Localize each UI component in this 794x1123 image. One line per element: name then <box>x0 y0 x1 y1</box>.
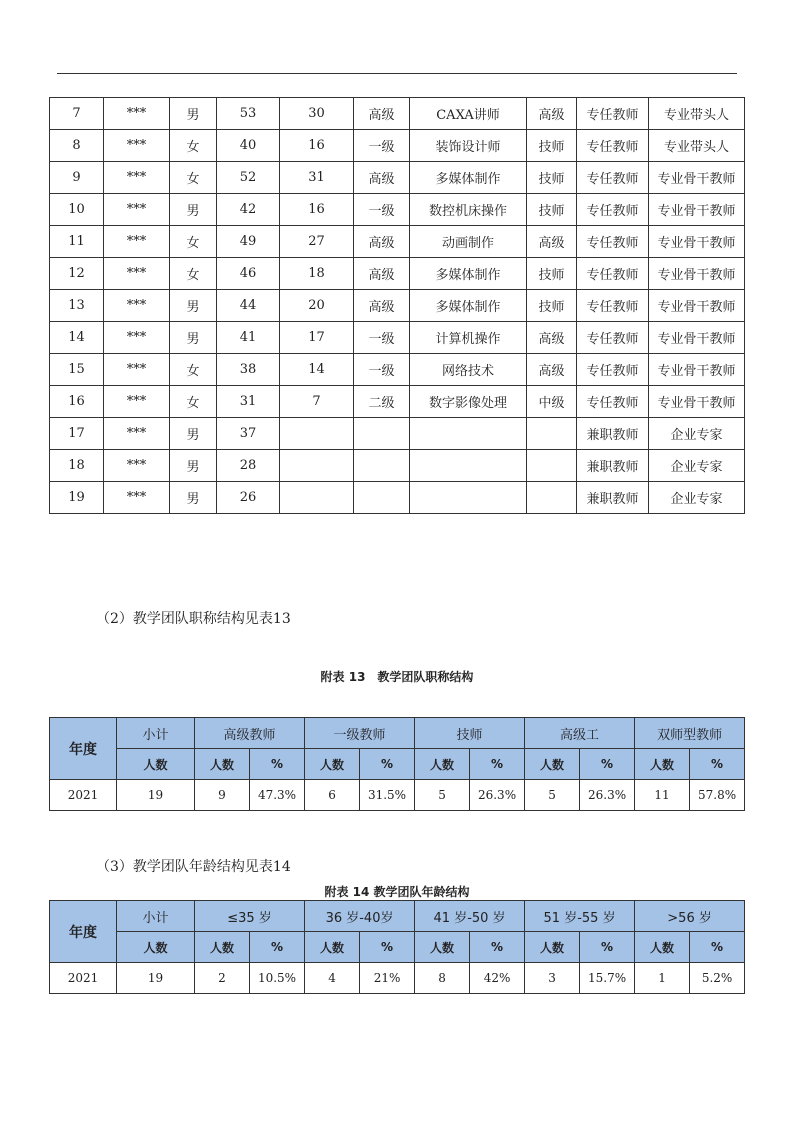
table-cell: *** <box>104 290 170 322</box>
table-cell: 多媒体制作 <box>410 258 527 290</box>
table-cell: 20 <box>280 290 354 322</box>
year-header: 年度 <box>50 718 117 780</box>
table-cell: 2 <box>195 963 250 994</box>
table-cell: 2021 <box>50 780 117 811</box>
table-cell <box>527 482 577 514</box>
table-cell: 一级 <box>354 194 410 226</box>
group-header: 高级工 <box>525 718 635 749</box>
group-header: 41 岁-50 岁 <box>415 901 525 932</box>
table-cell: 高级 <box>527 98 577 130</box>
table-cell: 多媒体制作 <box>410 290 527 322</box>
table-row <box>50 450 745 482</box>
table-cell: 49 <box>217 226 280 258</box>
table-cell: 兼职教师 <box>577 418 649 450</box>
percent-header: % <box>250 932 305 963</box>
table-cell: 高级 <box>354 98 410 130</box>
table-cell: 企业专家 <box>649 450 745 482</box>
table-cell: 53 <box>217 98 280 130</box>
table-cell: 专任教师 <box>577 194 649 226</box>
table-cell: 41 <box>217 322 280 354</box>
table-cell: 52 <box>217 162 280 194</box>
table-cell: *** <box>104 226 170 258</box>
table-cell: 9 <box>195 780 250 811</box>
table-cell: 男 <box>170 98 217 130</box>
table-cell: 19 <box>117 780 195 811</box>
table-cell: 16 <box>280 194 354 226</box>
table-cell: 男 <box>170 194 217 226</box>
count-header: 人数 <box>117 749 195 780</box>
table-cell: 多媒体制作 <box>410 162 527 194</box>
group-header: 一级教师 <box>305 718 415 749</box>
table-cell: 男 <box>170 290 217 322</box>
table-cell: *** <box>104 162 170 194</box>
table-cell: 4 <box>305 963 360 994</box>
percent-header: % <box>580 749 635 780</box>
table-cell: 一级 <box>354 322 410 354</box>
table-cell: 专业骨干教师 <box>649 290 745 322</box>
percent-header: % <box>250 749 305 780</box>
table-cell: 26 <box>217 482 280 514</box>
table-row <box>50 482 745 514</box>
percent-header: % <box>690 749 745 780</box>
table-cell: 11 <box>635 780 690 811</box>
section-3-heading: （3）教学团队年龄结构见表14 <box>96 859 291 875</box>
table-cell: 5 <box>525 780 580 811</box>
table-cell: 企业专家 <box>649 482 745 514</box>
table-row <box>50 194 745 226</box>
table-cell: 高级 <box>354 226 410 258</box>
count-header: 人数 <box>525 932 580 963</box>
table-cell: 专任教师 <box>577 354 649 386</box>
table-cell: 7 <box>280 386 354 418</box>
table-cell: 5 <box>415 780 470 811</box>
table-cell: 二级 <box>354 386 410 418</box>
table-cell: 专任教师 <box>577 290 649 322</box>
table-cell: 40 <box>217 130 280 162</box>
count-header: 人数 <box>635 932 690 963</box>
table-cell: 一级 <box>354 354 410 386</box>
table-cell: 女 <box>170 258 217 290</box>
table-row <box>50 98 745 130</box>
table-cell: 1 <box>635 963 690 994</box>
title-structure-table <box>49 717 745 811</box>
table-cell: 31 <box>280 162 354 194</box>
table-cell: 44 <box>217 290 280 322</box>
table-cell: 男 <box>170 322 217 354</box>
count-header: 人数 <box>635 749 690 780</box>
table-14-caption: 附表 14 教学团队年龄结构 <box>324 885 470 899</box>
table-row <box>50 322 745 354</box>
count-header: 人数 <box>525 749 580 780</box>
table-cell: 3 <box>525 963 580 994</box>
table-cell <box>280 482 354 514</box>
percent-header: % <box>690 932 745 963</box>
table-cell: *** <box>104 418 170 450</box>
table-cell: 28 <box>217 450 280 482</box>
table-cell: 女 <box>170 226 217 258</box>
table-cell: 57.8% <box>690 780 745 811</box>
table-cell: 专任教师 <box>577 226 649 258</box>
table-cell: 21% <box>360 963 415 994</box>
table-cell: 38 <box>217 354 280 386</box>
table-cell: 专业骨干教师 <box>649 322 745 354</box>
table-cell: 26.3% <box>470 780 525 811</box>
table-cell: 12 <box>50 258 104 290</box>
group-header: 小计 <box>117 718 195 749</box>
table-cell: *** <box>104 482 170 514</box>
table-cell: 31.5% <box>360 780 415 811</box>
table-cell: 13 <box>50 290 104 322</box>
table-cell: 8 <box>50 130 104 162</box>
table-cell: 专业骨干教师 <box>649 226 745 258</box>
table-cell: 46 <box>217 258 280 290</box>
group-header: 双师型教师 <box>635 718 745 749</box>
table-cell: *** <box>104 130 170 162</box>
table-cell: 37 <box>217 418 280 450</box>
count-header: 人数 <box>305 749 360 780</box>
table-cell: *** <box>104 194 170 226</box>
table-cell: 女 <box>170 162 217 194</box>
group-header: 技师 <box>415 718 525 749</box>
table-cell: 专业骨干教师 <box>649 354 745 386</box>
table-cell <box>410 450 527 482</box>
table-cell: 14 <box>280 354 354 386</box>
table-cell: 17 <box>280 322 354 354</box>
header-rule <box>57 73 737 74</box>
table-cell: 19 <box>117 963 195 994</box>
table-cell: 10 <box>50 194 104 226</box>
table-cell: 16 <box>280 130 354 162</box>
table-cell: 42 <box>217 194 280 226</box>
table-cell: 技师 <box>527 258 577 290</box>
table-cell: 专任教师 <box>577 130 649 162</box>
table-cell: 专任教师 <box>577 386 649 418</box>
table-cell: *** <box>104 386 170 418</box>
table-cell: *** <box>104 354 170 386</box>
year-header: 年度 <box>50 901 117 963</box>
table-cell <box>354 418 410 450</box>
table-cell: 专业骨干教师 <box>649 162 745 194</box>
table-cell: 专任教师 <box>577 162 649 194</box>
table-cell: 数控机床操作 <box>410 194 527 226</box>
table-cell: 高级 <box>354 162 410 194</box>
table-cell: 专任教师 <box>577 258 649 290</box>
table-cell: 10.5% <box>250 963 305 994</box>
table-cell: 9 <box>50 162 104 194</box>
table-cell: 15.7% <box>580 963 635 994</box>
group-header: 小计 <box>117 901 195 932</box>
table-cell: 专任教师 <box>577 322 649 354</box>
table-cell: 网络技术 <box>410 354 527 386</box>
count-header: 人数 <box>415 749 470 780</box>
count-header: 人数 <box>195 749 250 780</box>
table-cell: 技师 <box>527 162 577 194</box>
table-cell: 专任教师 <box>577 98 649 130</box>
table-cell <box>410 482 527 514</box>
table-cell: 专业带头人 <box>649 130 745 162</box>
table-cell: 男 <box>170 450 217 482</box>
table-cell: 男 <box>170 418 217 450</box>
table-cell: 16 <box>50 386 104 418</box>
group-header: 51 岁-55 岁 <box>525 901 635 932</box>
table-cell: CAXA讲师 <box>410 98 527 130</box>
table-row <box>50 162 745 194</box>
group-header: >56 岁 <box>635 901 745 932</box>
table-cell: 专业骨干教师 <box>649 386 745 418</box>
table-cell <box>527 418 577 450</box>
group-header: 36 岁-40岁 <box>305 901 415 932</box>
table-cell: 专业带头人 <box>649 98 745 130</box>
percent-header: % <box>470 749 525 780</box>
table-cell: 15 <box>50 354 104 386</box>
table-cell: 8 <box>415 963 470 994</box>
table-cell: 47.3% <box>250 780 305 811</box>
table-cell <box>527 450 577 482</box>
table-cell: 技师 <box>527 194 577 226</box>
table-cell: *** <box>104 450 170 482</box>
table-cell: 中级 <box>527 386 577 418</box>
percent-header: % <box>470 932 525 963</box>
count-header: 人数 <box>117 932 195 963</box>
percent-header: % <box>360 749 415 780</box>
table-cell: 7 <box>50 98 104 130</box>
table-cell: 女 <box>170 386 217 418</box>
table-cell: 数字影像处理 <box>410 386 527 418</box>
table-row <box>50 354 745 386</box>
count-header: 人数 <box>195 932 250 963</box>
table-cell: 技师 <box>527 290 577 322</box>
table-cell: 14 <box>50 322 104 354</box>
table-cell <box>354 482 410 514</box>
table-cell: 男 <box>170 482 217 514</box>
table-row <box>50 418 745 450</box>
table-row <box>50 780 745 811</box>
table-cell: 高级 <box>354 258 410 290</box>
percent-header: % <box>580 932 635 963</box>
table-cell: 女 <box>170 130 217 162</box>
table-cell: 19 <box>50 482 104 514</box>
table-row <box>50 226 745 258</box>
table-cell: 高级 <box>354 290 410 322</box>
table-cell: 6 <box>305 780 360 811</box>
table-cell <box>410 418 527 450</box>
group-header: ≤35 岁 <box>195 901 305 932</box>
table-cell: *** <box>104 98 170 130</box>
table-cell: 装饰设计师 <box>410 130 527 162</box>
table-cell: 27 <box>280 226 354 258</box>
table-cell: 17 <box>50 418 104 450</box>
table-row <box>50 130 745 162</box>
table-row <box>50 258 745 290</box>
table-cell: 兼职教师 <box>577 450 649 482</box>
table-cell: 一级 <box>354 130 410 162</box>
table-cell: 18 <box>280 258 354 290</box>
table-cell: 企业专家 <box>649 418 745 450</box>
section-2-heading: （2）教学团队职称结构见表13 <box>96 611 291 627</box>
table-cell <box>280 418 354 450</box>
table-cell: 高级 <box>527 354 577 386</box>
table-cell: 18 <box>50 450 104 482</box>
staff-roster-table <box>49 97 745 514</box>
table-row <box>50 386 745 418</box>
count-header: 人数 <box>415 932 470 963</box>
table-row <box>50 290 745 322</box>
table-cell: 高级 <box>527 226 577 258</box>
table-cell: 11 <box>50 226 104 258</box>
table-cell <box>354 450 410 482</box>
age-structure-table <box>49 900 745 994</box>
table-cell: 30 <box>280 98 354 130</box>
table-cell: 专业骨干教师 <box>649 258 745 290</box>
table-cell: 5.2% <box>690 963 745 994</box>
table-cell: *** <box>104 322 170 354</box>
table-cell: 31 <box>217 386 280 418</box>
table-cell: 2021 <box>50 963 117 994</box>
table-cell: 专业骨干教师 <box>649 194 745 226</box>
table-cell: 女 <box>170 354 217 386</box>
table-cell: 兼职教师 <box>577 482 649 514</box>
table-cell: 26.3% <box>580 780 635 811</box>
percent-header: % <box>360 932 415 963</box>
table-cell: 技师 <box>527 130 577 162</box>
group-header: 高级教师 <box>195 718 305 749</box>
table-cell: 42% <box>470 963 525 994</box>
table-cell: *** <box>104 258 170 290</box>
table-row <box>50 963 745 994</box>
table-13-caption: 附表 13 教学团队职称结构 <box>320 670 474 684</box>
table-cell: 高级 <box>527 322 577 354</box>
count-header: 人数 <box>305 932 360 963</box>
table-cell: 计算机操作 <box>410 322 527 354</box>
table-cell <box>280 450 354 482</box>
table-cell: 动画制作 <box>410 226 527 258</box>
